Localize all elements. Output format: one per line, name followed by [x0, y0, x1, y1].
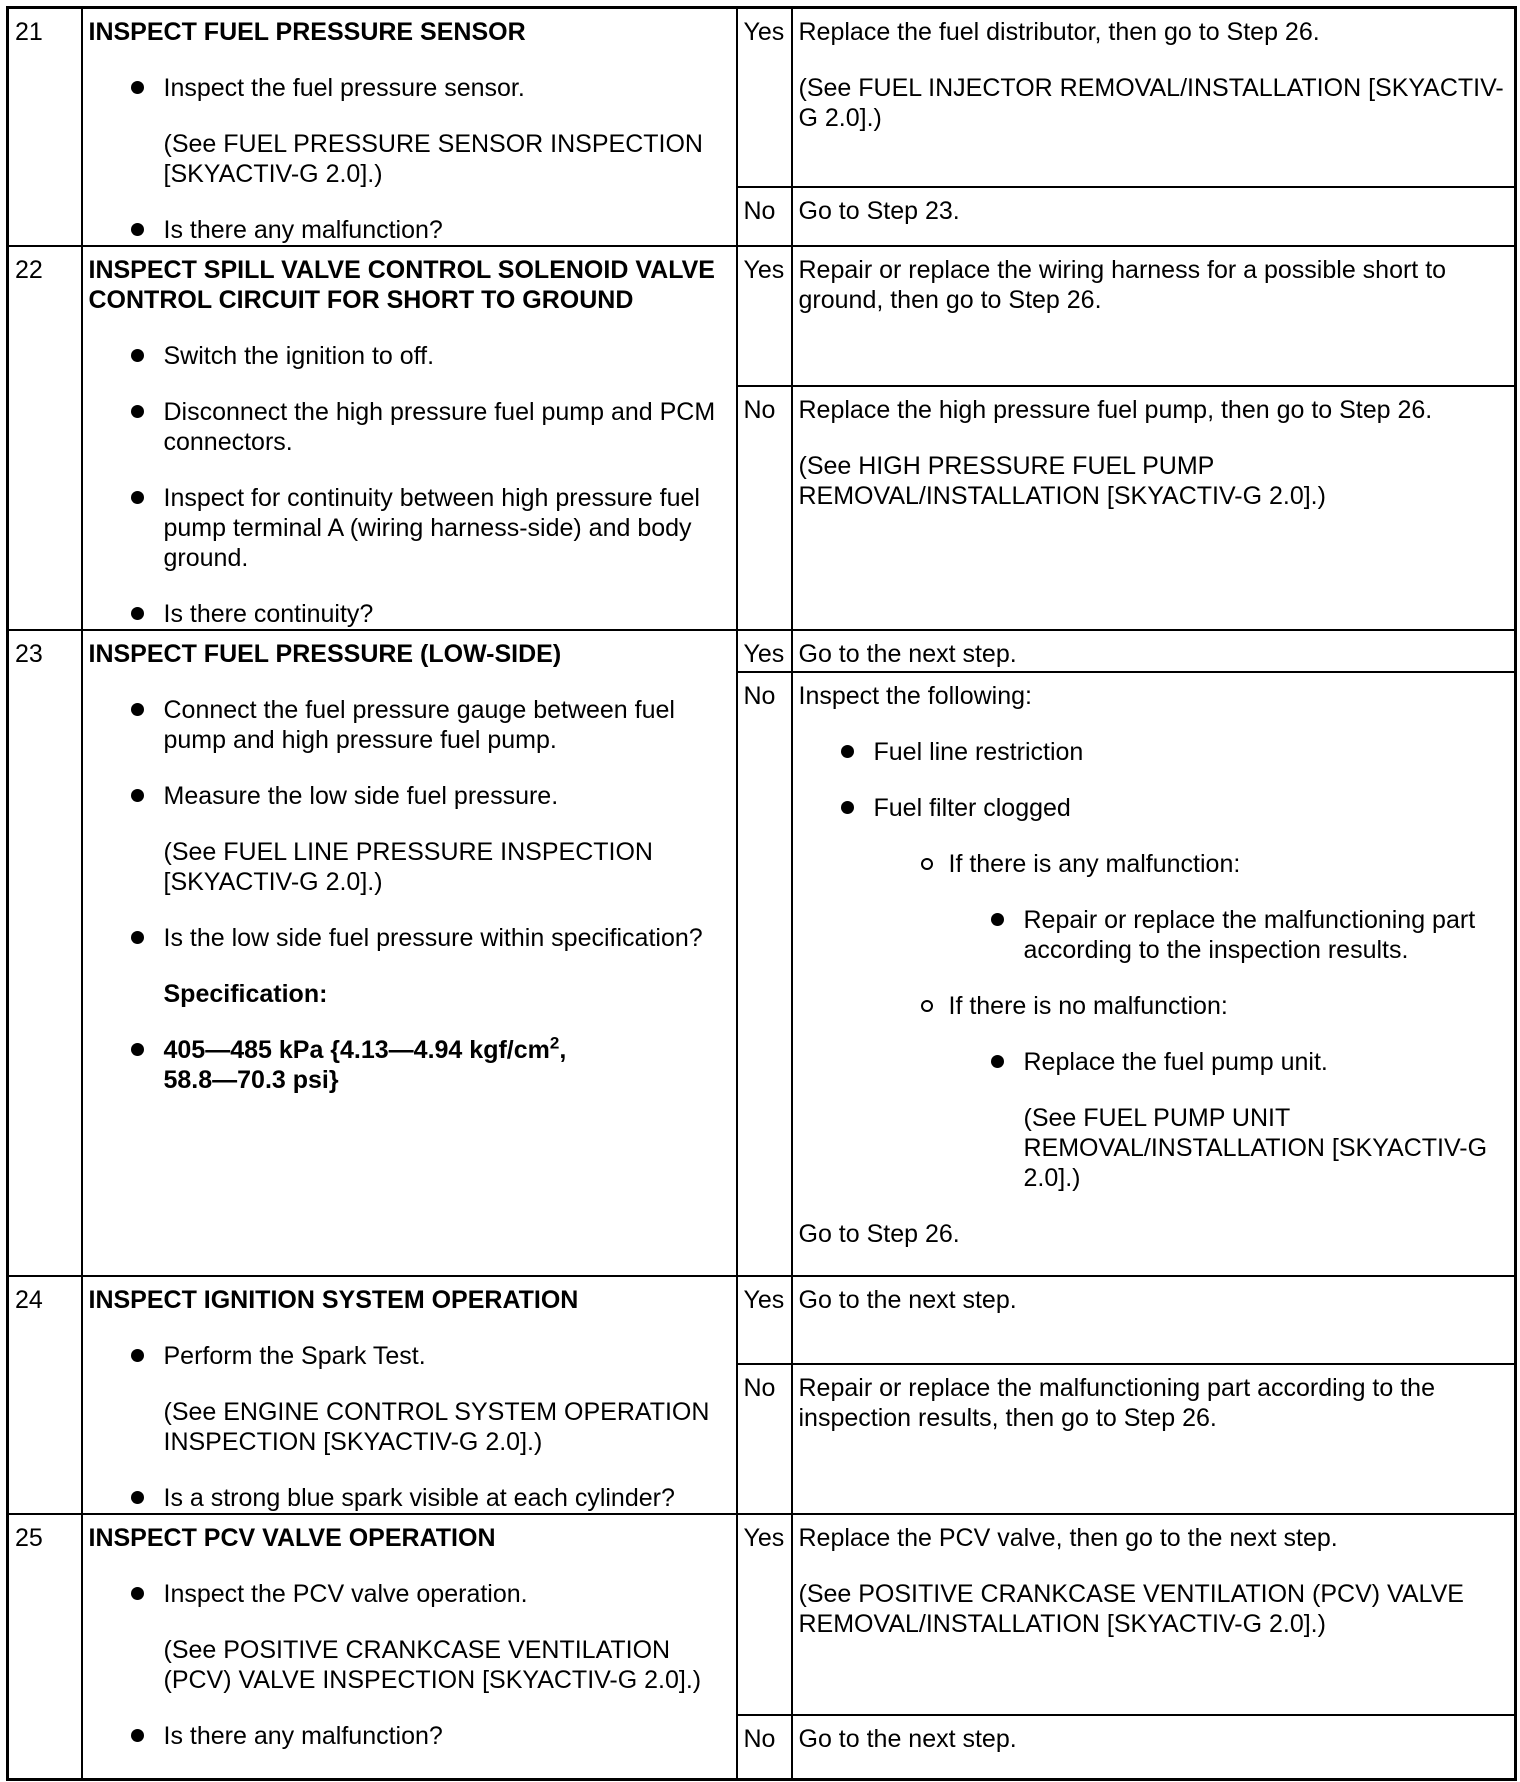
question-item: Is there continuity?: [89, 599, 730, 629]
reference-note: (See FUEL INJECTOR REMOVAL/INSTALLATION [SKYACTIV-G 2.0].): [798, 74, 1504, 132]
step-title: INSPECT FUEL PRESSURE (LOW-SIDE): [88, 640, 562, 668]
action-item: Measure the low side fuel pressure.: [89, 781, 730, 811]
step-title: INSPECT SPILL VALVE CONTROL SOLENOID VALVE CONTROL CIRCUIT FOR SHORT TO GROUND: [88, 256, 715, 314]
bullet-icon: [131, 223, 144, 236]
question-item: Is a strong blue spark visible at each cylinder?: [89, 1483, 730, 1513]
action-item: Perform the Spark Test.: [89, 1341, 730, 1371]
no-result: Repair or replace the malfunctioning part according to the inspection results, then go to Step 26.: [792, 1364, 1516, 1514]
action-item: Inspect for continuity between high pressure fuel pump terminal A (wiring harness-side) and body ground.: [89, 483, 730, 573]
bullet-icon: [991, 1055, 1004, 1068]
specification-label: Specification:: [163, 980, 328, 1008]
bullet-icon: [131, 349, 144, 362]
yes-label: Yes: [737, 630, 792, 672]
step-number: 24: [8, 1276, 82, 1514]
action-item: Inspect the fuel pressure sensor.: [89, 73, 730, 103]
circle-bullet-icon: [921, 858, 933, 870]
remedy-item: Repair or replace the malfunctioning part according to the inspection results.: [799, 905, 1509, 965]
yes-label: Yes: [737, 1276, 792, 1364]
yes-label: Yes: [737, 8, 792, 188]
bullet-icon: [131, 1729, 144, 1742]
bullet-icon: [841, 745, 854, 758]
bullet-icon: [131, 1587, 144, 1600]
step-21-actions: [82, 8, 737, 247]
yes-result: Go to the next step.: [792, 630, 1516, 672]
no-label: No: [737, 1715, 792, 1779]
bullet-icon: [131, 607, 144, 620]
action-item: Connect the fuel pressure gauge between fuel pump and high pressure fuel pump.: [89, 695, 730, 755]
step-25-yes-row: [8, 1514, 1516, 1715]
bullet-icon: [991, 913, 1004, 926]
bullet-icon: [131, 931, 144, 944]
yes-label: Yes: [737, 1514, 792, 1715]
step-23-yes-row: [8, 630, 1516, 672]
reference-note: (See POSITIVE CRANKCASE VENTILATION (PCV) VALVE REMOVAL/INSTALLATION [SKYACTIV-G 2.0].): [798, 1580, 1464, 1638]
step-25-actions: [82, 1514, 737, 1779]
action-item: Inspect the PCV valve operation.: [89, 1579, 730, 1609]
reference-note: (See FUEL PUMP UNIT REMOVAL/INSTALLATION [SKYACTIV-G 2.0].): [1023, 1104, 1488, 1192]
step-number: 22: [8, 246, 82, 630]
step-22-actions: [82, 246, 737, 630]
bullet-icon: [131, 1491, 144, 1504]
reference-note: (See ENGINE CONTROL SYSTEM OPERATION INSPECTION [SKYACTIV-G 2.0].): [163, 1398, 710, 1456]
question-item: Is there any malfunction?: [89, 215, 730, 245]
condition-item: If there is any malfunction:: [799, 849, 1509, 879]
reference-note: (See FUEL LINE PRESSURE INSPECTION [SKYACTIV-G 2.0].): [163, 838, 653, 896]
bullet-icon: [131, 491, 144, 504]
no-label: No: [737, 386, 792, 630]
step-21-yes-row: [8, 8, 1516, 188]
bullet-icon: [131, 1043, 144, 1056]
diagnostic-procedure-table: [6, 6, 1517, 1781]
specification-value: 405—485 kPa {4.13—4.94 kgf/$cm^2$, 58.8—70.3 psi}: [89, 1035, 730, 1095]
bullet-icon: [131, 1349, 144, 1362]
remedy-item: Replace the fuel pump unit.: [799, 1047, 1509, 1077]
step-title: INSPECT IGNITION SYSTEM OPERATION: [88, 1286, 579, 1314]
check-item: Fuel filter clogged: [799, 793, 1509, 823]
yes-label: Yes: [737, 246, 792, 386]
bullet-icon: [131, 789, 144, 802]
step-title: INSPECT PCV VALVE OPERATION: [88, 1524, 496, 1552]
question-item: Is the low side fuel pressure within specification?: [89, 923, 730, 953]
reference-note: (See POSITIVE CRANKCASE VENTILATION (PCV) VALVE INSPECTION [SKYACTIV-G 2.0].): [163, 1636, 702, 1694]
bullet-icon: [131, 405, 144, 418]
reference-note: (See FUEL PRESSURE SENSOR INSPECTION [SKYACTIV-G 2.0].): [163, 130, 703, 188]
step-number: 21: [8, 8, 82, 247]
no-label: No: [737, 1364, 792, 1514]
step-title: INSPECT FUEL PRESSURE SENSOR: [88, 18, 526, 46]
step-22-yes-row: [8, 246, 1516, 386]
no-result: Go to Step 23.: [792, 187, 1516, 246]
troubleshooting-document: [6, 6, 1514, 1776]
step-24-yes-row: [8, 1276, 1516, 1364]
bullet-icon: [131, 703, 144, 716]
no-label: No: [737, 672, 792, 1276]
reference-note: (See HIGH PRESSURE FUEL PUMP REMOVAL/INSTALLATION [SKYACTIV-G 2.0].): [798, 452, 1326, 510]
action-item: Switch the ignition to off.: [89, 341, 730, 371]
no-label: No: [737, 187, 792, 246]
step-23-actions: [82, 630, 737, 1276]
check-item: Fuel line restriction: [799, 737, 1509, 767]
step-24-actions: [82, 1276, 737, 1514]
bullet-icon: [841, 801, 854, 814]
circle-bullet-icon: [921, 1000, 933, 1012]
no-result: Replace the high pressure fuel pump, then go to Step 26. (See HIGH PRESSURE FUEL PUMP REMOVAL/INSTALLATION [SKYACTIV-G 2.0].): [792, 386, 1516, 630]
yes-result: Replace the fuel distributor, then go to Step 26. (See FUEL INJECTOR REMOVAL/INSTALLATION [SKYACTIV-G 2.0].): [792, 8, 1516, 188]
bullet-icon: [131, 81, 144, 94]
action-item: Disconnect the high pressure fuel pump and PCM connectors.: [89, 397, 730, 457]
question-item: Is there any malfunction?: [89, 1721, 730, 1751]
no-result: Inspect the following: Fuel line restriction Fuel filter clogged If there is any malfunction: Repair or replace the malfunctioning part according to the inspection results. If there is no malfunction: Replace the fuel pump unit. (See FUEL PUMP UNIT REMOVAL/INSTALLATION [SKYACTIV-G 2.0].) Go to Step 26.: [792, 672, 1516, 1276]
step-number: 25: [8, 1514, 82, 1779]
yes-result: Replace the PCV valve, then go to the next step. (See POSITIVE CRANKCASE VENTILATION (PCV) VALVE REMOVAL/INSTALLATION [SKYACTIV-G 2.0].): [792, 1514, 1516, 1715]
no-result: Go to the next step.: [792, 1715, 1516, 1779]
step-number: 23: [8, 630, 82, 1276]
yes-result: Go to the next step.: [792, 1276, 1516, 1364]
yes-result: Repair or replace the wiring harness for a possible short to ground, then go to Step 26.: [792, 246, 1516, 386]
condition-item: If there is no malfunction:: [799, 991, 1509, 1021]
